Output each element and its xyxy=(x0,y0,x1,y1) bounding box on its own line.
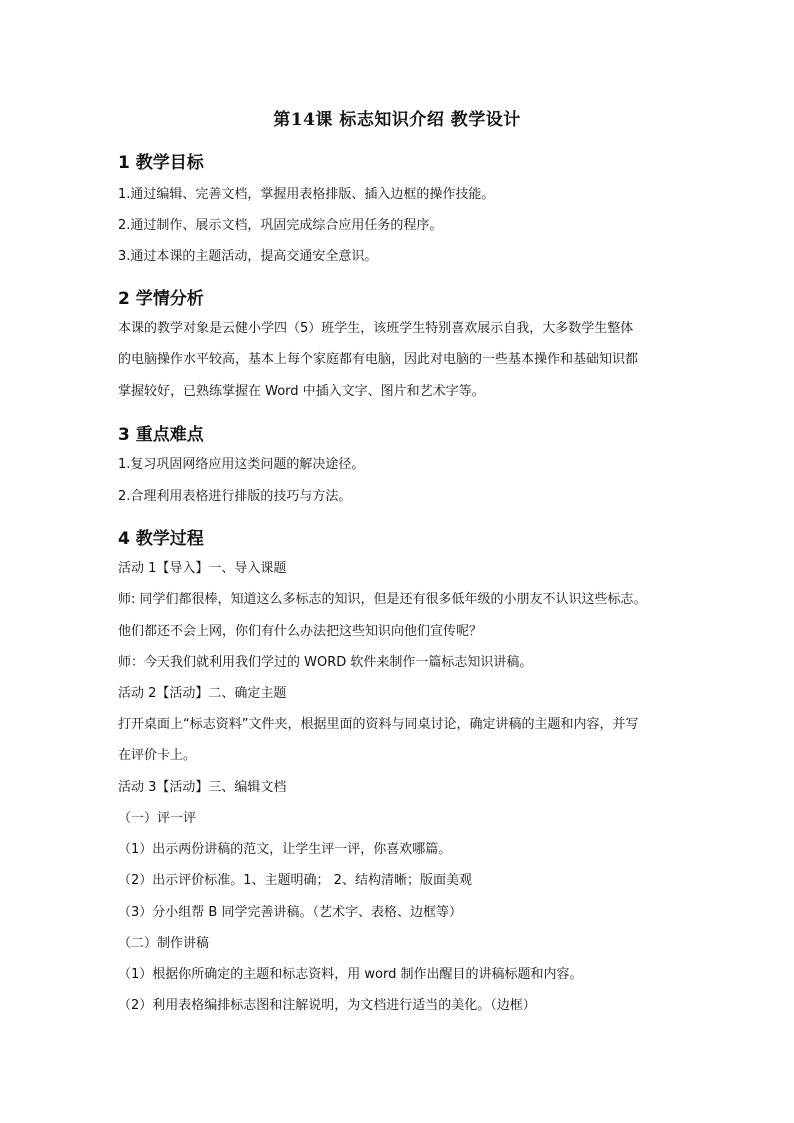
document-title: 第14课 标志知识介绍 教学设计 xyxy=(273,110,521,130)
section-heading-key-points: 3 重点难点 xyxy=(118,425,204,445)
paragraph-line: 在评价卡上。 xyxy=(118,748,197,763)
paragraph-line: 3.通过本课的主题活动，提高交通安全意识。 xyxy=(118,249,378,264)
paragraph-line: （2）出示评价标准。1、主题明确； 2、结构清晰；版面美观 xyxy=(118,873,472,888)
paragraph-line: 打开桌面上“标志资料”文件夹，根据里面的资料与同桌讨论，确定讲稿的主题和内容，并写 xyxy=(118,717,639,732)
paragraph-line: 活动 2【活动】二、确定主题 xyxy=(118,686,287,701)
paragraph-line: 掌握较好，已熟练掌握在 Word 中插入文字、图片和艺术字等。 xyxy=(118,384,485,399)
paragraph-line: 活动 1【导入】一、导入课题 xyxy=(118,561,287,576)
section-heading-analysis: 2 学情分析 xyxy=(118,289,204,309)
paragraph-line: （2）利用表格编排标志图和注解说明，为文档进行适当的美化。（边框） xyxy=(118,998,536,1013)
paragraph-line: 本课的教学对象是云健小学四（5）班学生，该班学生特别喜欢展示自我，大多数学生整体 xyxy=(118,321,634,336)
paragraph-line: 2.合理利用表格进行排版的技巧与方法。 xyxy=(118,489,352,504)
paragraph-line: （3）分小组帮 B 同学完善讲稿。（艺术字、表格、边框等） xyxy=(118,905,462,920)
paragraph-line: （一）评一评 xyxy=(118,811,197,826)
section-heading-process: 4 教学过程 xyxy=(118,529,204,549)
paragraph-line: （1）出示两份讲稿的范文，让学生评一评，你喜欢哪篇。 xyxy=(118,842,452,857)
paragraph-line: 活动 3【活动】三、编辑文档 xyxy=(118,780,287,795)
paragraph-line: 2.通过制作、展示文档，巩固完成综合应用任务的程序。 xyxy=(118,218,443,233)
section-heading-objectives: 1 教学目标 xyxy=(118,153,204,173)
paragraph-line: 1.复习巩固网络应用这类问题的解决途径。 xyxy=(118,457,365,472)
paragraph-line: （二）制作讲稿 xyxy=(118,936,210,951)
paragraph-line: （1）根据你所确定的主题和标志资料，用 word 制作出醒目的讲稿标题和内容。 xyxy=(118,967,583,982)
paragraph-line: 师：今天我们就利用我们学过的 WORD 软件来制作一篇标志知识讲稿。 xyxy=(118,655,533,670)
paragraph-line: 1.通过编辑、完善文档，掌握用表格排版、插入边框的操作技能。 xyxy=(118,187,495,202)
paragraph-line: 他们都还不会上网，你们有什么办法把这些知识向他们宣传呢？ xyxy=(118,624,483,639)
paragraph-line: 的电脑操作水平较高，基本上每个家庭都有电脑，因此对电脑的一些基本操作和基础知识都 xyxy=(118,352,639,367)
paragraph-line: 师: 同学们都很棒，知道这么多标志的知识，但是还有很多低年级的小朋友不认识这些标志。 xyxy=(118,592,647,607)
